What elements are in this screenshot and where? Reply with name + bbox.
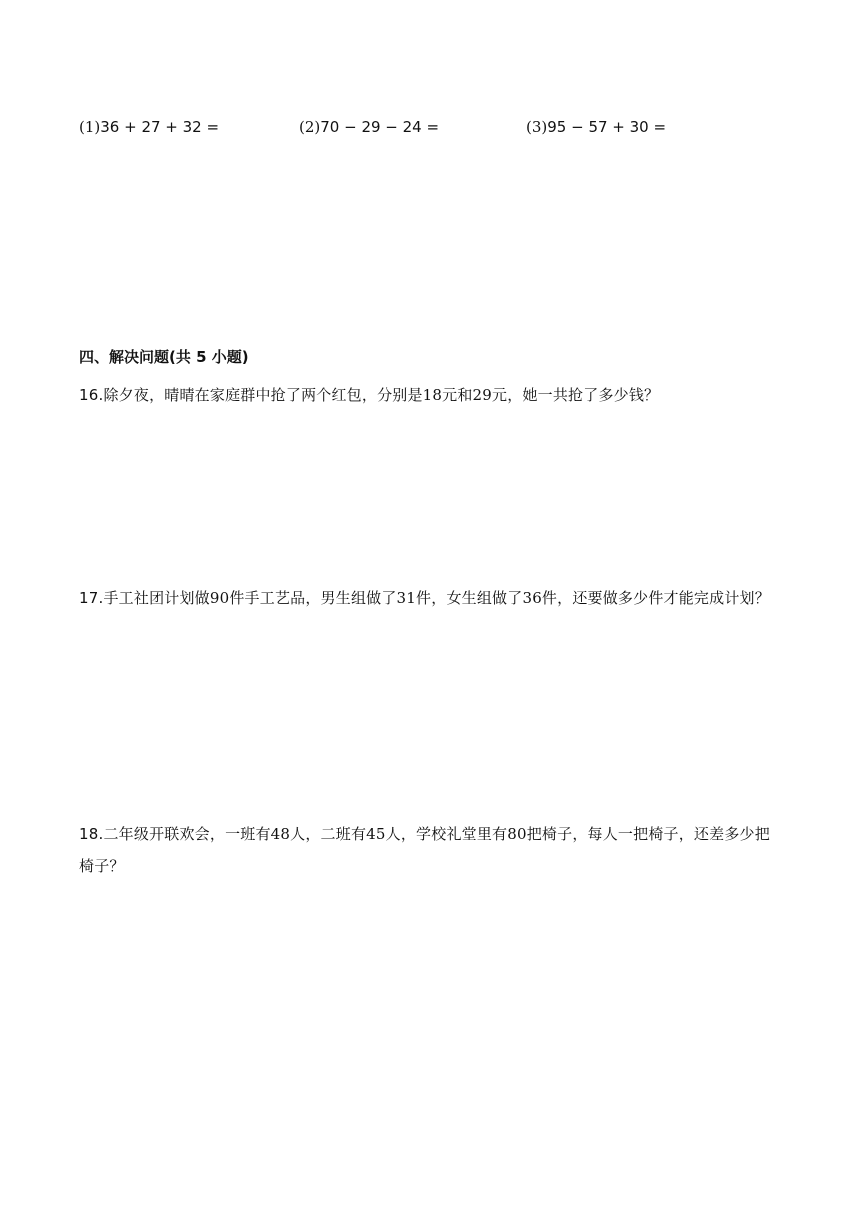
calculation-label: (2) [299, 118, 321, 136]
problem-text: 除夕夜，晴晴在家庭群中抢了两个红包，分别是18元和29元，她一共抢了多少钱？ [103, 386, 660, 404]
problem-text: 手工社团计划做90件手工艺品，男生组做了31件，女生组做了36件，还要做多少件才能完成计划？ [103, 589, 770, 607]
calculation-expression: 70 − 29 − 24 = [320, 118, 440, 136]
calculation-expression: 36 + 27 + 32 = [100, 118, 220, 136]
problem-16 [79, 379, 785, 411]
calculation-item-3 [526, 116, 666, 138]
section-heading: 四、解决问题(共 5 小题) [79, 348, 249, 366]
calculation-item-1 [79, 116, 219, 138]
calculation-label: (3) [526, 118, 548, 136]
problem-text: 二年级开联欢会，一班有48人，二班有45人，学校礼堂里有80把椅子，每人一把椅子，还差多少把椅子？ [79, 825, 770, 875]
problem-17 [79, 582, 785, 614]
calculation-expression: 95 − 57 + 30 = [547, 118, 667, 136]
problem-number: 17. [79, 589, 104, 607]
problem-number: 18. [79, 825, 104, 843]
calculation-label: (1) [79, 118, 101, 136]
calculation-item-2 [299, 116, 439, 138]
calculation-row [79, 116, 799, 138]
problem-18 [79, 818, 785, 882]
problem-number: 16. [79, 386, 104, 404]
